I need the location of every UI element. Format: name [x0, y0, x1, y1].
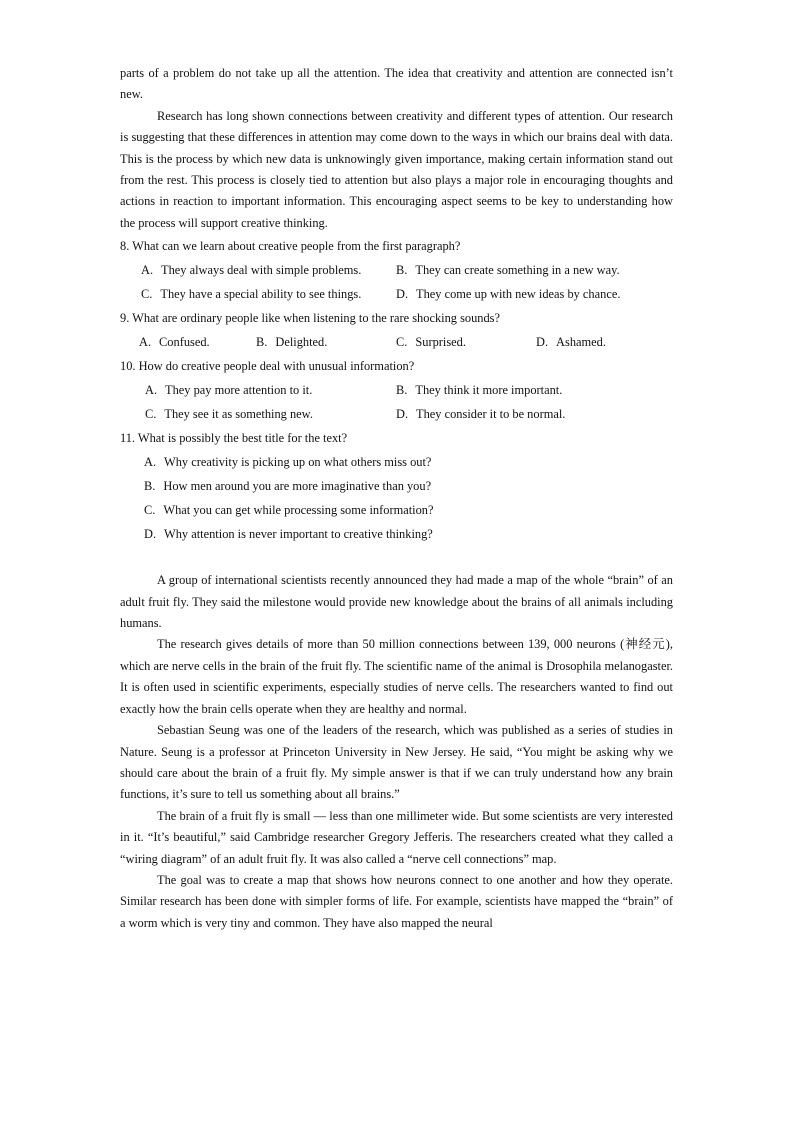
passage1-para2: Research has long shown connections between creativity and different types of attention. Our research is suggesting that these differences in attention may come down to the ways in which our brains deal with data. This is the process by which new data is unknowingly given importance, making certain information stand out from the rest. This process is closely tied to attention but also plays a major role in encouraging thoughts and actions in reaction to important information. This encouraging aspect seems to be key to understanding how the process will support creative thinking.: [120, 108, 673, 230]
question-10: [120, 354, 673, 426]
question-8: [120, 234, 673, 306]
options-row: [120, 258, 673, 282]
option-c: C. They see it as something new.: [145, 407, 313, 422]
options-row: [120, 330, 673, 354]
question-9-stem: [120, 306, 673, 330]
option-a: A. They pay more attention to it.: [145, 383, 313, 398]
passage2-para3: Sebastian Seung was one of the leaders of the research, which was published as a series of studies in Nature. Seung is a professor at Princeton University in New Jersey. He said, “You might be asking why we should care about the brain of a fruit fly. My simple answer is that if we can truly understand how any brain functions, it’s sure to tell us something about all brains.”: [120, 723, 673, 802]
document-page: [120, 63, 673, 934]
question-number: 9.: [120, 311, 130, 326]
option-d: D. Why attention is never important to creative thinking?: [144, 527, 433, 542]
option-a: A. They always deal with simple problems.: [141, 263, 362, 278]
question-text: What is possibly the best title for the text?: [137, 431, 348, 446]
option-b: B. Delighted.: [256, 335, 328, 350]
question-text: How do creative people deal with unusual information?: [138, 359, 415, 374]
passage2: [120, 570, 673, 934]
options-row: [120, 378, 673, 402]
passage2-para1: A group of international scientists recently announced they had made a map of the whole “brain” of an adult fruit fly. They said the milestone would provide new knowledge about the brains of all animals including humans.: [120, 573, 673, 631]
question-number: 11.: [120, 431, 136, 446]
option-b: B. They think it more important.: [396, 383, 563, 398]
question-9: [120, 306, 673, 354]
question-number: 8.: [120, 239, 130, 254]
question-11-stem: [120, 426, 673, 450]
passage2-para2: The research gives details of more than 50 million connections between 139, 000 neurons (神经元), which are nerve cells in the brain of the fruit fly. The scientific name of the animal is Drosophila melanogaster. It is often used in scientific experiments, especially studies of nerve cells. The researchers wanted to find out exactly how the brain cells operate when they are healthy and normal.: [120, 637, 673, 716]
question-number: 10.: [120, 359, 136, 374]
option-c: C. What you can get while processing some information?: [144, 503, 434, 518]
option-d: D. Ashamed.: [536, 335, 606, 350]
question-8-stem: [120, 234, 673, 258]
option-b: B. They can create something in a new way.: [396, 263, 620, 278]
options-row: [120, 402, 673, 426]
option-a: A. Why creativity is picking up on what others miss out?: [144, 455, 432, 470]
question-text: What are ordinary people like when listening to the rare shocking sounds?: [132, 311, 500, 326]
passage2-para5: The goal was to create a map that shows how neurons connect to one another and how they operate. Similar research has been done with simpler forms of life. For example, scientists have mapped the “brain” of a worm which is very tiny and common. They have also mapped the neural: [120, 872, 673, 930]
option-d: D. They come up with new ideas by chance.: [396, 287, 621, 302]
question-11: [120, 426, 673, 546]
options-row: [120, 282, 673, 306]
option-c: C. They have a special ability to see things.: [141, 287, 362, 302]
question-text: What can we learn about creative people from the first paragraph?: [132, 239, 461, 254]
option-a: A. Confused.: [139, 335, 210, 350]
option-b: B. How men around you are more imaginative than you?: [144, 479, 432, 494]
passage1-para-tail: parts of a problem do not take up all the attention. The idea that creativity and attention are connected isn’t new.: [120, 66, 673, 102]
passage2-para4: The brain of a fruit fly is small — less than one millimeter wide. But some scientists are very interested in it. “It’s beautiful,” said Cambridge researcher Gregory Jefferis. The researchers created what they called a “wiring diagram” of an adult fruit fly. It was also called a “nerve cell connections” map.: [120, 808, 673, 866]
question-10-stem: [120, 354, 673, 378]
option-c: C. Surprised.: [396, 335, 466, 350]
option-d: D. They consider it to be normal.: [396, 407, 566, 422]
